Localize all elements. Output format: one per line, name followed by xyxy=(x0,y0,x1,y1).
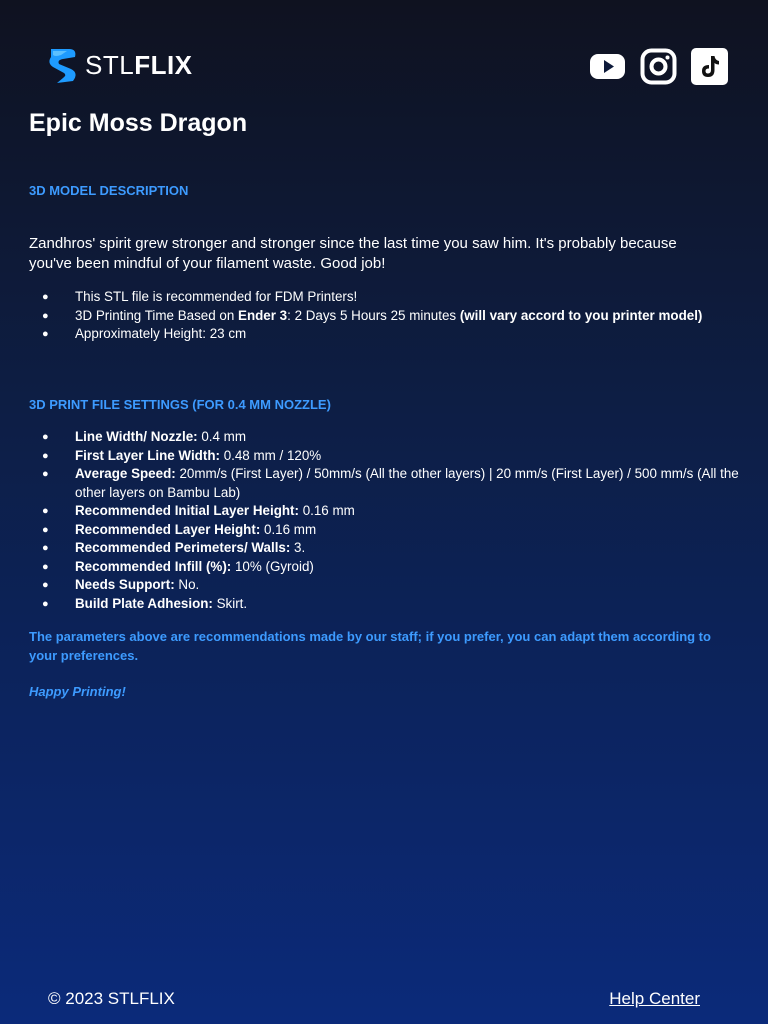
list-item: ● Recommended Layer Height: 0.16 mm xyxy=(29,521,739,540)
brand-stl: STL xyxy=(85,49,135,80)
description-bullets xyxy=(29,288,739,344)
brand-flix: FLIX xyxy=(134,49,193,80)
tiktok-icon[interactable] xyxy=(691,48,728,85)
list-item: ● 3D Printing Time Based on Ender 3: 2 Days 5 Hours 25 minutes (will vary accord to you printer model) xyxy=(29,307,739,326)
instagram-icon[interactable] xyxy=(640,48,677,85)
stlflix-logo[interactable] xyxy=(47,45,193,85)
social-links xyxy=(589,48,728,85)
description-text: Zandhros' spirit grew stronger and stronger since the last time you saw him. It's probably because you've been mindful of your filament waste. Good job! xyxy=(29,235,677,272)
list-item: ● Build Plate Adhesion: Skirt. xyxy=(29,595,739,614)
stlflix-logo-mark xyxy=(47,45,79,85)
list-item: ● Line Width/ Nozzle: 0.4 mm xyxy=(29,428,739,447)
youtube-icon[interactable] xyxy=(589,48,626,85)
happy-printing-text: Happy Printing! xyxy=(29,684,126,699)
list-item: ● Recommended Initial Layer Height: 0.16 mm xyxy=(29,502,739,521)
description-heading: 3D MODEL DESCRIPTION xyxy=(29,183,189,198)
list-item: ● First Layer Line Width: 0.48 mm / 120% xyxy=(29,447,739,466)
list-item: ● Approximately Height: 23 cm xyxy=(29,325,739,344)
recommendation-note: The parameters above are recommendations made by our staff; if you prefer, you can adapt them according to your preferences. xyxy=(29,629,711,663)
settings-list xyxy=(29,428,739,613)
list-item: ● Recommended Infill (%): 10% (Gyroid) xyxy=(29,558,739,577)
list-item: ● Needs Support: No. xyxy=(29,576,739,595)
settings-heading: 3D PRINT FILE SETTINGS (FOR 0.4 MM NOZZLE) xyxy=(29,397,331,412)
list-item: ● Recommended Perimeters/ Walls: 3. xyxy=(29,539,739,558)
footer-copyright: © 2023 STLFLIX xyxy=(48,989,175,1008)
page-title: Epic Moss Dragon xyxy=(29,109,248,137)
brand-name xyxy=(85,50,193,81)
list-item: ● Average Speed: 20mm/s (First Layer) / 50mm/s (All the other layers) | 20 mm/s (First Layer) / 500 mm/s (All the other layers on Bambu Lab) xyxy=(29,465,739,502)
list-item: ● This STL file is recommended for FDM Printers! xyxy=(29,288,739,307)
help-center-link[interactable]: Help Center xyxy=(609,989,700,1008)
